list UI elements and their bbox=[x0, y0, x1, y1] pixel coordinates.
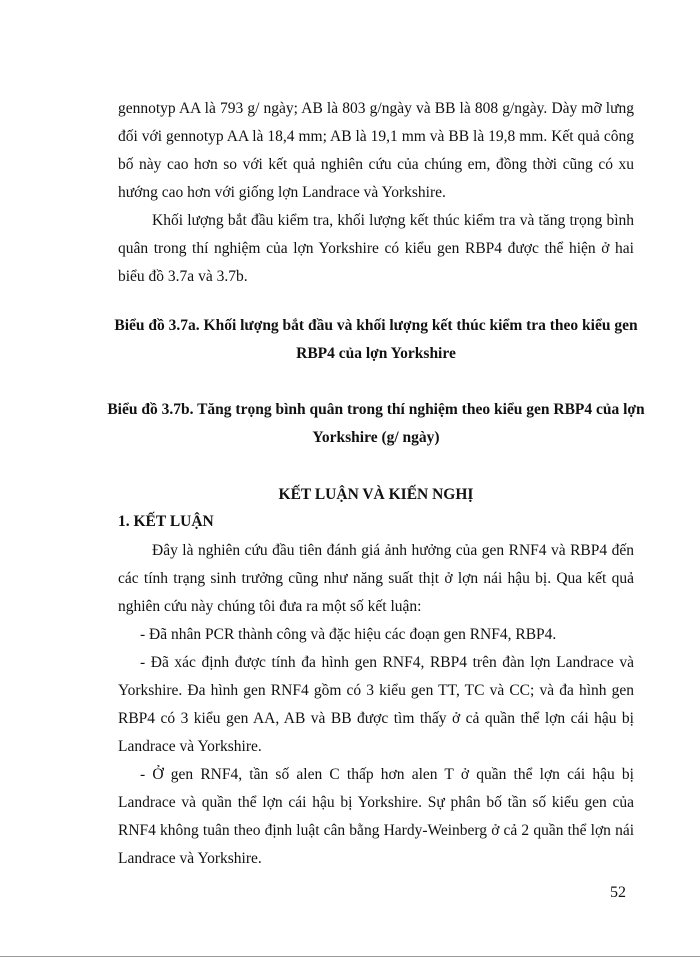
section-heading: KẾT LUẬN VÀ KIẾN NGHỊ bbox=[278, 486, 474, 503]
page-number: 52 bbox=[610, 884, 626, 901]
list-item: - Ở gen RNF4, tần số alen C thấp hơn alen T ở quần thể lợn cái hậu bị Landrace và quần thể lợn cái hậu bị Yorkshire. Sự phân bố tần số kiểu gen của RNF4 không tuân theo định luật cân bằng Hardy-Weinberg ở cả 2 quần thể lợn nái Landrace và Yorkshire. bbox=[118, 766, 634, 867]
paragraph-chart-intro: Khối lượng bắt đầu kiểm tra, khối lượng kết thúc kiểm tra và tăng trọng bình quân trong thí nghiệm của lợn Yorkshire có kiểu gen RBP4 được thể hiện ở hai biểu đồ 3.7a và 3.7b. bbox=[118, 212, 634, 285]
paragraph-conclusion-intro: Đây là nghiên cứu đầu tiên đánh giá ảnh hưởng của gen RNF4 và RBP4 đến các tính trạng sinh trưởng cũng như năng suất thịt ở lợn nái hậu bị. Qua kết quả nghiên cứu này chúng tôi đưa ra một số kết luận: bbox=[118, 542, 634, 615]
caption-chart-3-7b: Biểu đồ 3.7b. Tăng trọng bình quân trong thí nghiệm theo kiểu gen RBP4 của lợn Yorkshire (g/ ngày) bbox=[107, 401, 645, 446]
caption-chart-3-7a: Biểu đồ 3.7a. Khối lượng bắt đầu và khối lượng kết thúc kiểm tra theo kiểu gen RBP4 của lợn Yorkshire bbox=[114, 317, 638, 362]
list-item: - Đã xác định được tính đa hình gen RNF4, RBP4 trên đàn lợn Landrace và Yorkshire. Đa hình gen RNF4 gồm có 3 kiểu gen TT, TC và CC; và đa hình gen RBP4 có 3 kiểu gen AA, AB và BB được tìm thấy ở cả quần thể lợn cái hậu bị Landrace và Yorkshire. bbox=[118, 654, 634, 755]
page-bottom-rule bbox=[0, 956, 700, 957]
list-item: - Đã nhân PCR thành công và đặc hiệu các đoạn gen RNF4, RBP4. bbox=[140, 626, 557, 643]
subheading-conclusion: 1. KẾT LUẬN bbox=[118, 513, 214, 530]
paragraph-genotype-results: gennotyp AA là 793 g/ ngày; AB là 803 g/ngày và BB là 808 g/ngày. Dày mỡ lưng đối với gennotyp AA là 18,4 mm; AB là 19,1 mm và BB là 19,8 mm. Kết quả công bố này cao hơn so với kết quả nghiên cứu của chúng em, đồng thời cũng có xu hướng cao hơn với giống lợn Landrace và Yorkshire. bbox=[118, 100, 634, 201]
